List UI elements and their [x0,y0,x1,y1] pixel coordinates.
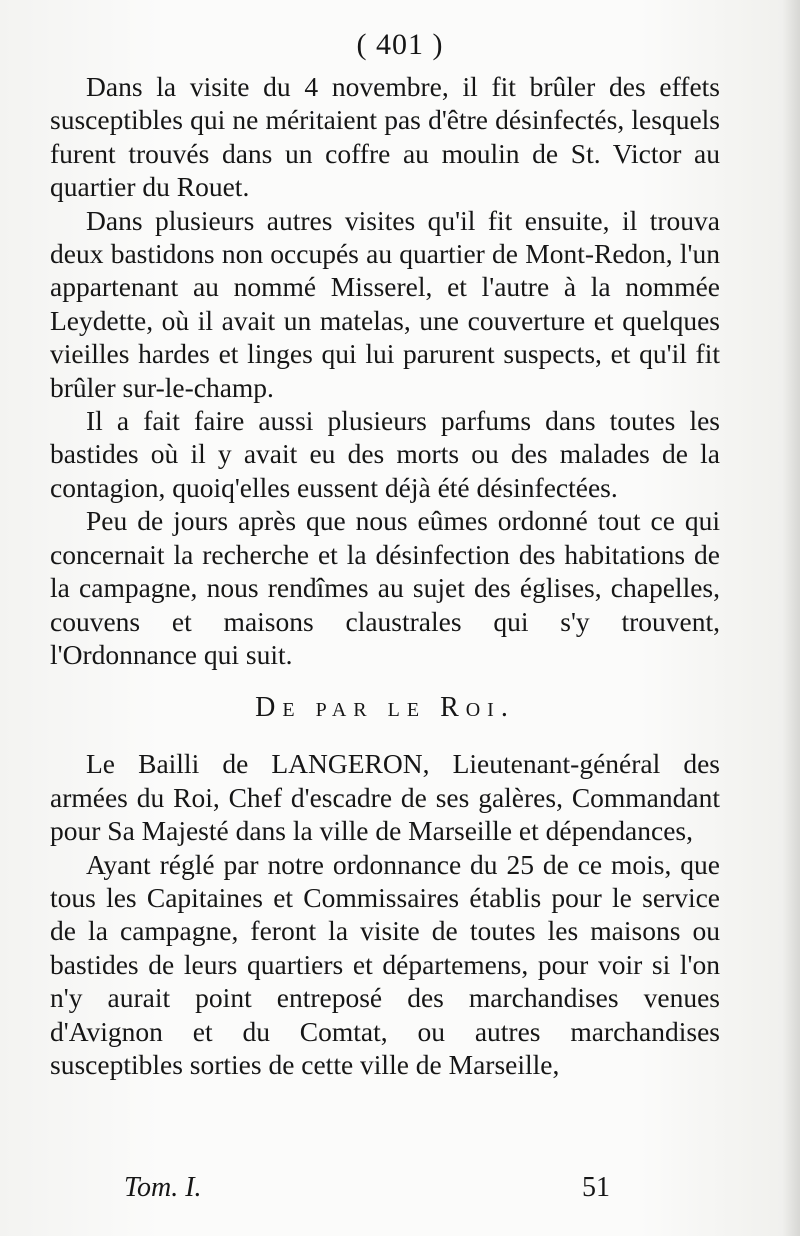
page-number: ( 401 ) [356,28,444,61]
page-footer [124,1172,610,1204]
page-edge-shadow [782,0,800,1236]
paragraph: Peu de jours après que nous eûmes ordonné tout ce qui concernait la recherche et la désinfection des habitations de la campagne, nous rendîmes au sujet des églises, chapelles, couvens et maisons claustrales qui s'y trouvent, l'Ordonnance qui suit. [50,505,720,670]
paragraph: Le Bailli de LANGERON, Lieutenant-général des armées du Roi, Chef d'escadre de ses galères, Commandant pour Sa Majesté dans la ville de Marseille et dépendances, [50,748,720,847]
volume-mark: Tom. I. [124,1172,202,1203]
paragraph: Ayant réglé par notre ordonnance du 25 de ce mois, que tous les Capitaines et Commissaires établis pour le service de la campagne, feront la visite de toutes les maisons ou bastides de leurs quartiers et départemens, pour voir si l'on n'y aurait point entreposé des marchandises venues d'Avignon et du Comtat, ou autres marchandises susceptibles sorties de cette ville de Marseille, [50,848,720,1080]
paragraph: Dans la visite du 4 novembre, il fit brûler des effets susceptibles qui ne méritaient pas d'être désinfectés, lesquels furent trouvés dans un coffre au moulin de St. Victor au quartier du Rouet. [50,71,720,203]
paragraph: Dans plusieurs autres visites qu'il fit ensuite, il trouva deux bastidons non occupés au quartier de Mont-Redon, l'un appartenant au nommé Misserel, et l'autre à la nommée Leydette, où il avait un matelas, une couverture et quelques vieilles hardes et linges qui lui parurent suspects, et qu'il fit brûler sur-le-champ. [50,204,720,403]
paragraph: Il a fait faire aussi plusieurs parfums dans toutes les bastides où il y avait eu des morts ou des malades de la contagion, quoiq'elles eussent déjà été désinfectées. [50,405,720,503]
section-heading: De par le Roi. [255,692,515,724]
signature-mark: 51 [582,1172,610,1203]
body-text [50,70,720,1081]
